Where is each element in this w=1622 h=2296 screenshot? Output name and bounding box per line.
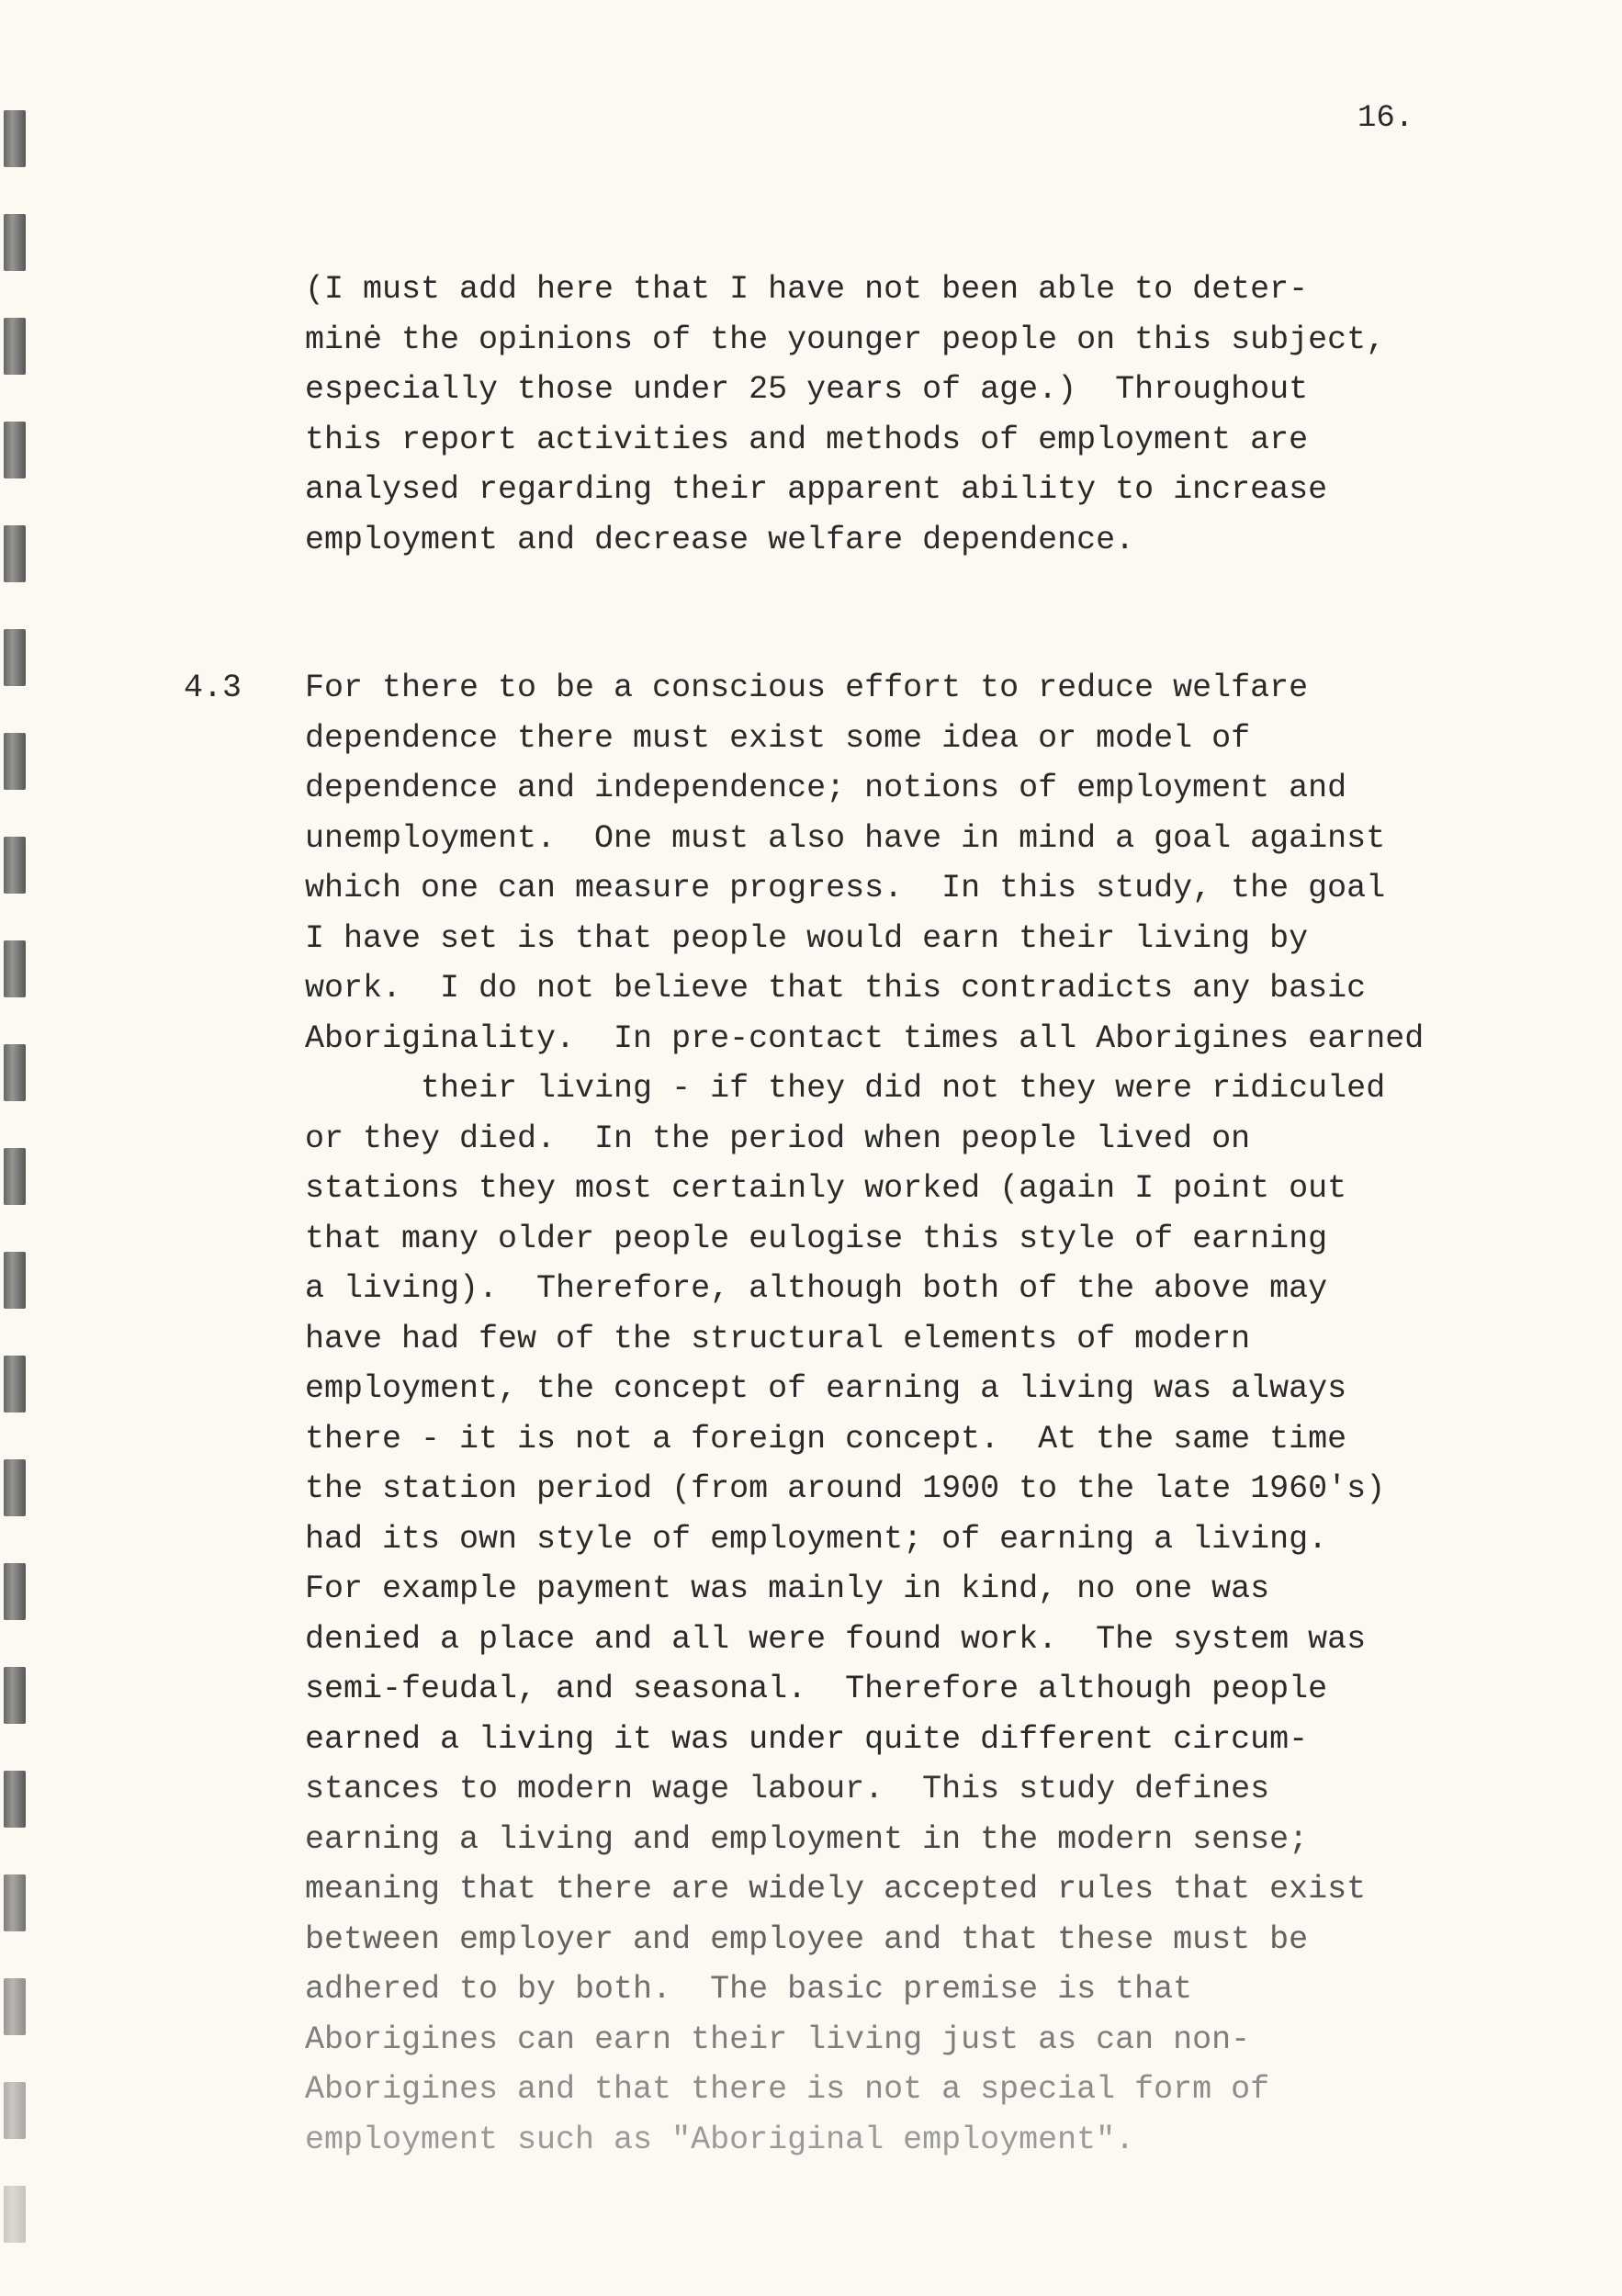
section-number: 4.3 bbox=[184, 670, 242, 706]
text-line: this report activities and methods of employment are bbox=[305, 421, 1309, 458]
binding-ring bbox=[4, 837, 26, 894]
binding-ring bbox=[4, 110, 26, 167]
text-line: which one can measure progress. In this study, the goal bbox=[305, 870, 1386, 906]
binding-ring bbox=[4, 733, 26, 790]
text-line: work. I do not believe that this contradicts any basic bbox=[305, 970, 1367, 1007]
text-line: dependence and independence; notions of employment and bbox=[305, 770, 1347, 806]
text-line: employment and decrease welfare dependence. bbox=[305, 521, 1135, 558]
text-line: or they died. In the period when people lived on bbox=[305, 1120, 1251, 1157]
text-line: I have set is that people would earn their living by bbox=[305, 919, 1309, 957]
binding-ring bbox=[4, 214, 26, 271]
binding-ring bbox=[4, 2082, 26, 2139]
binding-ring bbox=[4, 1356, 26, 1412]
binding-ring bbox=[4, 940, 26, 997]
binding-ring bbox=[4, 1044, 26, 1101]
binding-ring bbox=[4, 1667, 26, 1724]
text-line: stations they most certainly worked (again I point out bbox=[305, 1170, 1347, 1207]
page-number: 16. bbox=[1357, 101, 1414, 136]
text-line: dependence there must exist some idea or model of bbox=[305, 719, 1251, 757]
text-line: denied a place and all were found work. The system was bbox=[305, 1620, 1367, 1658]
text-line: For example payment was mainly in kind, no one was bbox=[305, 1570, 1270, 1607]
binding-ring bbox=[4, 629, 26, 686]
binding-ring bbox=[4, 422, 26, 478]
text-line: there - it is not a foreign concept. At the same time bbox=[305, 1420, 1347, 1458]
text-line: stances to modern wage labour. This study defines bbox=[305, 1771, 1270, 1807]
text-line: employment, the concept of earning a living was always bbox=[305, 1370, 1347, 1407]
binding-ring bbox=[4, 1459, 26, 1516]
binding-ring bbox=[4, 2186, 26, 2243]
binding-ring bbox=[4, 525, 26, 582]
text-line: the station period (from around 1900 to the late 1960's) bbox=[305, 1470, 1386, 1507]
binding-ring bbox=[4, 318, 26, 375]
text-line: (I must add here that I have not been able to deter- bbox=[305, 271, 1309, 308]
binding-ring bbox=[4, 1563, 26, 1620]
binding-ring bbox=[4, 1148, 26, 1205]
text-line: Aborigines can earn their living just as can non- bbox=[305, 2020, 1251, 2058]
binding-ring bbox=[4, 1252, 26, 1309]
binding-ring bbox=[4, 1771, 26, 1828]
text-line: a living). Therefore, although both of the above may bbox=[305, 1270, 1328, 1307]
text-line: semi-feudal, and seasonal. Therefore although people bbox=[305, 1671, 1328, 1707]
text-line: especially those under 25 years of age.) Throughout bbox=[305, 371, 1309, 408]
text-line: analysed regarding their apparent ability to increase bbox=[305, 471, 1328, 508]
text-line: that many older people eulogise this style of earning bbox=[305, 1220, 1328, 1257]
text-line: earning a living and employment in the modern sense; bbox=[305, 1820, 1309, 1858]
text-line: earned a living it was under quite different circum- bbox=[305, 1720, 1309, 1758]
text-line: their living - if they did not they were ridiculed bbox=[305, 1070, 1386, 1107]
text-line: had its own style of employment; of earning a living. bbox=[305, 1520, 1328, 1558]
text-line: employment such as "Aboriginal employment". bbox=[305, 2121, 1135, 2158]
binding-ring bbox=[4, 1874, 26, 1931]
text-line: Aborigines and that there is not a special form of bbox=[305, 2071, 1270, 2108]
text-line: unemployment. One must also have in mind a goal against bbox=[305, 819, 1386, 857]
text-line: minė the opinions of the younger people on this subject, bbox=[305, 321, 1386, 358]
text-line: have had few of the structural elements of modern bbox=[305, 1320, 1251, 1357]
text-line: adhered to by both. The basic premise is that bbox=[305, 1971, 1193, 2008]
text-line: between employer and employee and that these must be bbox=[305, 1920, 1309, 1958]
text-line: meaning that there are widely accepted rules that exist bbox=[305, 1871, 1367, 1908]
binding-ring bbox=[4, 1978, 26, 2035]
text-line: For there to be a conscious effort to reduce welfare bbox=[305, 670, 1309, 706]
text-line: Aboriginality. In pre-contact times all Aborigines earned bbox=[305, 1019, 1425, 1057]
section-4-3-paragraph bbox=[305, 663, 1424, 2165]
intro-paragraph bbox=[305, 264, 1385, 565]
